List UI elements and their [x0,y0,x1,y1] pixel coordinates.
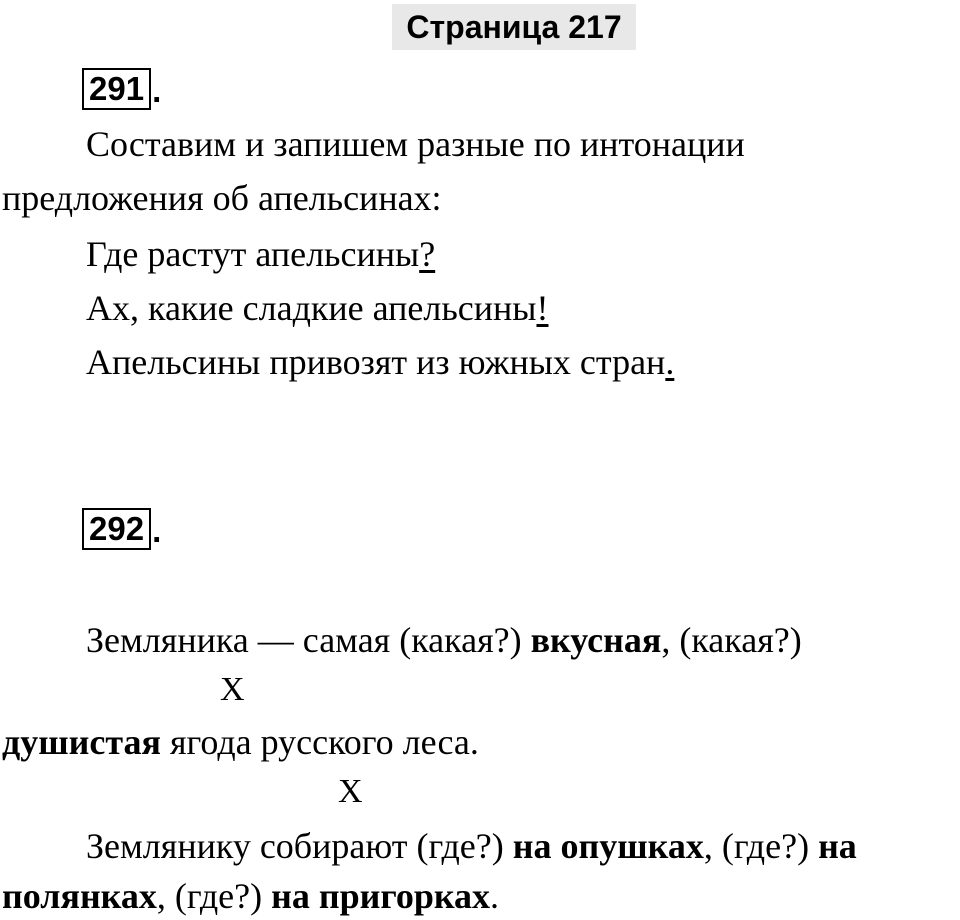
sentence-text: Где растут апельсины [86,234,420,274]
bold-word: вкусная [530,620,662,660]
text-part: . [490,876,500,916]
x-mark: X [338,773,363,810]
exercise-291-sentence-declarative [86,340,674,384]
exercise-291-intro-line1: Составим и запишем разные по интонации [86,124,745,164]
bold-word: душистая [2,722,161,762]
exercise-number-box: 292 [82,508,151,550]
text-part: , (где?) [703,826,819,866]
exercise-292-line1 [86,618,802,662]
exercise-number-dot: . [152,512,162,549]
text-part: , (какая?) [661,620,802,660]
sentence-end-mark: ? [419,234,436,274]
sentence-text: Ах, какие сладкие апельсины [86,288,537,328]
bold-word: полянках [2,876,157,916]
exercise-292-line3 [86,824,857,868]
exercise-number-292 [82,508,161,550]
exercise-291-sentence-exclamation [86,286,548,330]
sentence-end-mark: ! [536,288,549,328]
exercise-292-line2 [2,720,479,764]
text-part: , (где?) [156,876,272,916]
text-part: Землянику собирают (где?) [86,826,513,866]
sentence-end-mark: . [665,342,675,382]
exercise-292-line4 [2,874,499,918]
exercise-291-sentence-question [86,232,435,276]
page-title: Страница 217 [392,4,636,50]
bold-word: на опушках [512,826,704,866]
exercise-number-box: 291 [82,68,151,110]
exercise-291-intro-line2: предложения об апельсинах: [2,178,442,218]
exercise-number-dot: . [152,72,162,109]
text-part: Земляника — самая (какая?) [86,620,531,660]
bold-word: на пригорках [271,876,491,916]
x-mark: X [220,671,245,708]
bold-word: на [818,826,857,866]
text-part: ягода русского леса. [160,722,479,762]
sentence-text: Апельсины привозят из южных стран [86,342,666,382]
exercise-number-291 [82,68,161,110]
